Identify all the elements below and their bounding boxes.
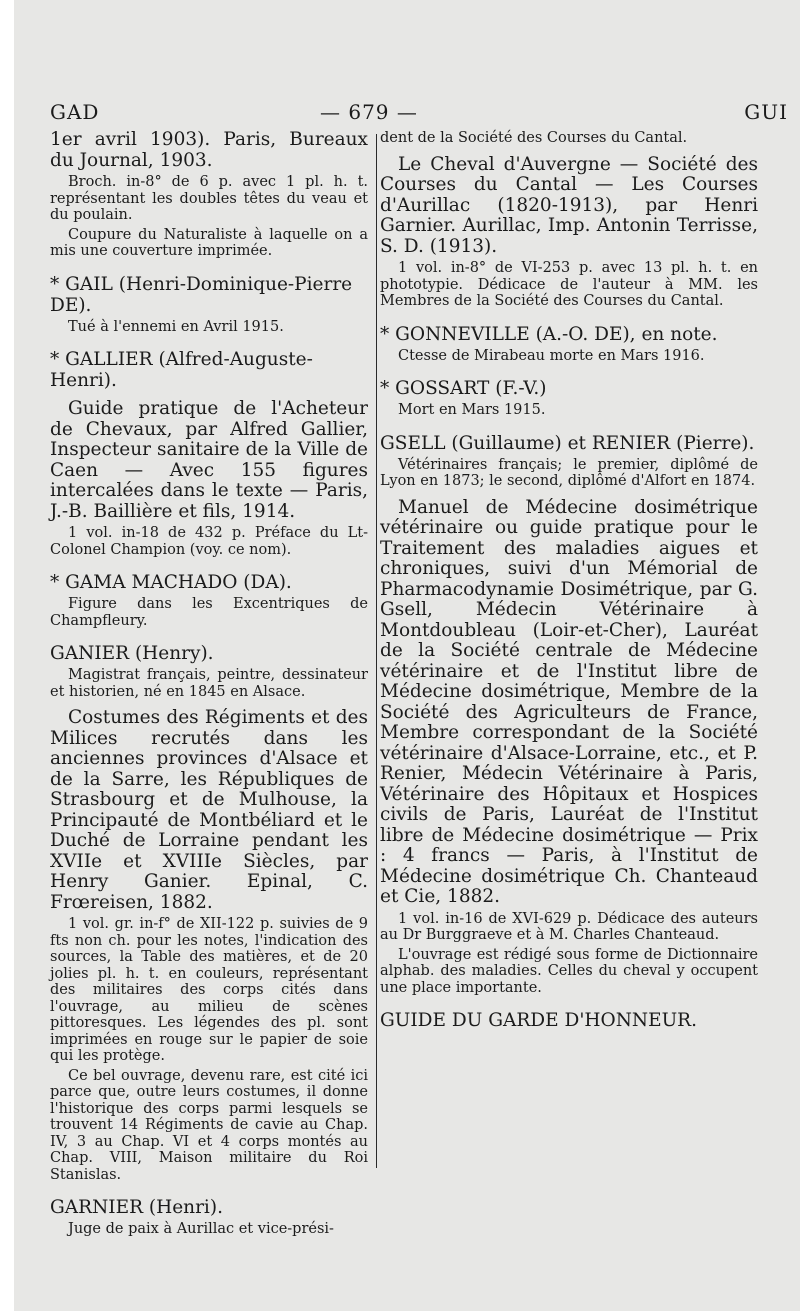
left-note-paragraph: Tué à l'ennemi en Avril 1915.	[68, 318, 284, 335]
left-note-paragraph: 1 vol. gr. in-f° de XII-122 p. suivies de 9 fts non ch. pour les notes, l'indication des sources, la Table des matières, et de 20 jolies pl. h. t. en couleurs, représentant des militaires des corps cités dans l'ouvrage, au milieu de scènes pittoresques. Les légendes des pl. sont imprimées en rouge sur le papier de soie qui les protège.	[50, 916, 368, 1064]
left-entry-heading: GANIER (Henry).	[50, 643, 214, 664]
left-title-paragraph: Guide pratique de l'Acheteur de Chevaux, par Alfred Gallier, Inspecteur sanitaire de la Ville de Caen — Avec 155 figures intercalées dans le texte — Paris, J.-B. Baillière et fils, 1914.	[50, 398, 368, 522]
left-note-paragraph: 1 vol. in-18 de 432 p. Préface du Lt-Colonel Champion (voy. ce nom).	[50, 525, 368, 558]
running-head-right: GUI	[744, 100, 788, 124]
right-note-paragraph: L'ouvrage est rédigé sous forme de Dictionnaire alphab. des maladies. Celles du cheval y occupent une place importante.	[380, 946, 758, 996]
right-note-paragraph: Ctesse de Mirabeau morte en Mars 1916.	[398, 347, 705, 364]
right-title-paragraph: Le Cheval d'Auvergne — Société des Courses du Cantal — Les Courses d'Aurillac (1820-1913), par Henri Garnier. Aurillac, Imp. Antonin Terrisse, S. D. (1913).	[380, 153, 758, 257]
right-note-paragraph: Vétérinaires français; le premier, diplômé de Lyon en 1873; le second, diplômé d'Alfort en 1874.	[380, 456, 758, 489]
right-column	[380, 130, 758, 1031]
left-entry-heading: * GAMA MACHADO (DA).	[50, 572, 292, 593]
left-note-paragraph: Coupure du Naturaliste à laquelle on a mis une couverture imprimée.	[50, 226, 368, 259]
left-title-paragraph: Costumes des Régiments et des Milices recrutés dans les anciennes provinces d'Alsace et de la Sarre, les Républiques de Strasbourg et de Mulhouse, la Principauté de Montbéliard et le Duché de Lorraine pendant les XVIIe et XVIIIe Siècles, par Henry Ganier. Epinal, C. Frœreisen, 1882.	[50, 707, 368, 913]
left-entry-heading: GARNIER (Henri).	[50, 1197, 223, 1218]
right-entry-heading: GSELL (Guillaume) et RENIER (Pierre).	[380, 432, 755, 454]
running-head-left: GAD	[50, 100, 100, 124]
right-note-paragraph: 1 vol. in-8° de VI-253 p. avec 13 pl. h. t. en phototypie. Dédicace de l'auteur à MM. les Membres de la Société des Courses du Cantal.	[380, 260, 758, 309]
right-note-paragraph: Mort en Mars 1915.	[398, 402, 546, 418]
right-note-paragraph: 1 vol. in-16 de XVI-629 p. Dédicace des auteurs au Dr Burggraeve et à M. Charles Chanteaud.	[380, 910, 758, 943]
left-title-paragraph: 1er avril 1903). Paris, Bureaux du Journal, 1903.	[50, 129, 368, 171]
left-note-paragraph: Juge de paix à Aurillac et vice-prési-	[68, 1221, 334, 1237]
left-note-paragraph: Figure dans les Excentriques de Champfleury.	[50, 596, 368, 629]
right-title-paragraph: Manuel de Médecine dosimétrique vétérinaire ou guide pratique pour le Traitement des maladies aigues et chroniques, suivi d'un Mémorial de Pharmacodynamie Dosimétrique, par G. Gsell, Médecin Vétérinaire à Montdoubleau (Loir-et-Cher), Lauréat de la Société centrale de Médecine vétérinaire et de l'Institut libre de Médecine dosimétrique, Membre de la Société des Agriculteurs de France, Membre correspondant de la Société vétérinaire d'Alsace-Lorraine, etc., et P. Renier, Médecin Vétérinaire à Paris, Vétérinaire des Hôpitaux et Hospices civils de Paris, Lauréat de l'Institut libre de Médecine dosimétrique — Prix : 4 francs — Paris, à l'Institut de Médecine dosimétrique Ch. Chanteaud et Cie, 1882.	[380, 496, 758, 907]
right-entry-heading: * GOSSART (F.-V.)	[380, 378, 547, 399]
column-divider	[376, 134, 377, 1168]
left-column	[50, 130, 368, 1238]
left-entry-heading: * GALLIER (Alfred-Auguste-Henri).	[50, 349, 313, 391]
left-entry-heading: * GAIL (Henri-Dominique-Pierre DE).	[50, 273, 353, 316]
left-note-paragraph: Broch. in-8° de 6 p. avec 1 pl. h. t. représentant les doubles têtes du veau et du poulain.	[50, 174, 368, 223]
page-number: — 679 —	[320, 100, 418, 124]
right-entry-heading: GUIDE DU GARDE D'HONNEUR.	[380, 1010, 697, 1031]
right-note-paragraph: dent de la Société des Courses du Cantal.	[380, 130, 688, 146]
left-note-paragraph: Ce bel ouvrage, devenu rare, est cité ici parce que, outre leurs costumes, il donne l'historique des corps parmi lesquels se trouvent 14 Régiments de cavie au Chap. IV, 3 au Chap. VI et 4 corps montés au Chap. VIII, Maison militaire du Roi Stanislas.	[50, 1067, 368, 1183]
left-note-paragraph: Magistrat français, peintre, dessinateur et historien, né en 1845 en Alsace.	[50, 667, 368, 700]
right-entry-heading: * GONNEVILLE (A.-O. DE), en note.	[380, 323, 718, 345]
